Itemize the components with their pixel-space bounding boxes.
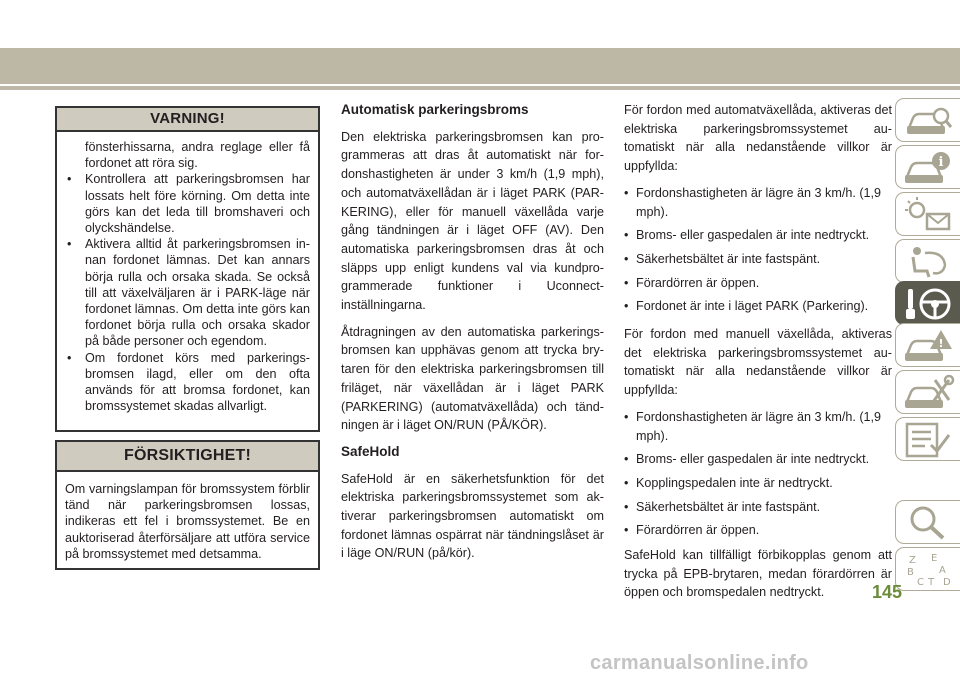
svg-text:!: ! (938, 337, 944, 350)
paragraph: För fordon med automatväxellåda, aktiveras det elektriska parkeringsbromssystemet automatiskt när alla nedanstående villkor är uppfyllda: (624, 103, 892, 174)
warning-item: • Om fordonet körs med parkeringsbromsen ilagd, eller om den ofta används för att bromsa fordonet, kan bromssystemet skadas allvarligt. (65, 350, 310, 415)
caution-box (55, 440, 320, 570)
paragraph: Åtdragningen av den automatiska parkeringsbromsen kan upphävas genom att trycka brytaren för den elektriska parkeringsbromsen till friläget, när växellådan är i läget PARK (PARKERING) (automatväxellåda) och tändningen är i läget ON/RUN (PÅ/KÖR). (341, 324, 604, 433)
alphabet-index-icon (903, 551, 955, 589)
steering-wheel-key-icon (903, 285, 955, 323)
index-letter: B (907, 567, 914, 578)
car-wrench-icon (903, 374, 955, 412)
section-heading-auto-parking-brake: Automatisk parkeringsbroms (341, 102, 529, 117)
caution-title: FÖRSIKTIGHET! (57, 442, 318, 472)
index-letter: D (943, 577, 951, 588)
chapter-tab-getting-to-know[interactable] (895, 98, 960, 142)
list-item: • Fordonshastigheten är lägre än 3 km/h. (1,9 mph). (624, 408, 892, 445)
chapter-tab-servicing[interactable] (895, 370, 960, 414)
paragraph: För fordon med manuell växellåda, aktiveras det elektriska parkeringsbromssystemet automatiskt när alla nedanstående villkor är uppfyllda: (624, 327, 892, 398)
index-letter: Z (909, 555, 916, 566)
watermark: carmanualsonline.info (590, 652, 809, 674)
warning-continued-text: fönsterhissarna, andra reglage eller få fordonet att röra sig. (85, 140, 310, 171)
index-letter: C (917, 577, 924, 588)
airbag-seat-icon (903, 243, 955, 281)
list-item: • Förardörren är öppen. (624, 274, 892, 293)
list-item: • Säkerhetsbältet är inte fastspänt. (624, 498, 892, 517)
chapter-tab-starting-and-operating[interactable] (895, 281, 960, 325)
paragraph: Den elektriska parkeringsbromsen kan programmeras att dras åt automatiskt när fordonshastigheten är under 3 km/h (1,9 mph), och automatväxellådan är i läget PARK (PARKERING), eller för manuell växellåda varje gång tändningen är i läget OFF (AV). Den automatiska parkeringsbromsen dras åt och släpps upp enligt kundens val via kundprogrammerade funktioner i Uconnect-inställningarna. (341, 129, 604, 313)
svg-text:i: i (938, 155, 944, 170)
warning-box (55, 106, 320, 432)
car-info-icon (903, 149, 955, 187)
list-item: • Broms- eller gaspedalen är inte nedtryckt. (624, 226, 892, 245)
list-item: • Kopplingspedalen inte är nedtryckt. (624, 474, 892, 493)
warning-item: • Aktivera alltid åt parkeringsbromsen innan fordonet lämnas. Det kan annars börja rulla och orsaka skada. Se också till att växelväljaren är i PARK-läge när fordonet lämnas. Om detta inte görs kan fordonet börja rulla och orsaka skador på både personer och egendom. (65, 236, 310, 349)
chapter-tab-dashboard[interactable] (895, 145, 960, 189)
lights-message-icon (903, 196, 955, 234)
list-item: • Broms- eller gaspedalen är inte nedtryckt. (624, 450, 892, 469)
right-column (624, 101, 892, 610)
middle-column (341, 101, 604, 571)
index-letter: A (939, 565, 946, 576)
header-rule (0, 86, 960, 90)
chapter-tab-controls[interactable] (895, 192, 960, 236)
index-letter: E (931, 553, 938, 564)
magnifier-icon (903, 504, 955, 542)
header-band (0, 48, 960, 84)
list-item: • Fordonshastigheten är lägre än 3 km/h. (1,9 mph). (624, 184, 892, 221)
list-item: • Fordonet är inte i läget PARK (Parkering). (624, 297, 892, 316)
paragraph: SafeHold är en säkerhetsfunktion för det elektriska parkeringsbromssystemet som aktiverar parkeringsbromsen automatiskt om fordonet lämnas ospärrat när tändningslåset är i läge ON/RUN (på/kör). (341, 471, 604, 561)
section-heading-safehold: SafeHold (341, 443, 400, 459)
chapter-tab-safety[interactable] (895, 239, 960, 283)
page-number: 145 (871, 582, 903, 602)
car-magnifier-icon (903, 102, 955, 140)
chapter-tab-emergency[interactable] (895, 323, 960, 367)
chapter-tab-search[interactable] (895, 500, 960, 544)
warning-title: VARNING! (57, 108, 318, 132)
list-item: • Säkerhetsbältet är inte fastspänt. (624, 250, 892, 269)
index-letter: T (928, 577, 935, 588)
chapter-tab-technical-data[interactable] (895, 417, 960, 461)
list-item: • Förardörren är öppen. (624, 521, 892, 540)
caution-text: Om varningslampan för bromssystem förblir tänd när parkeringsbromsen lossas, indikeras ett fel i bromssystemet. Be en auktoriserad återförsäljare att utföra service på bromssystemet med detsamma. (65, 482, 310, 561)
warning-item: • Kontrollera att parkeringsbromsen har lossats helt före körning. Om detta inte görs kan det leda till bromshaveri och olyckshändelse. (65, 171, 310, 236)
car-warning-triangle-icon (903, 327, 955, 365)
paragraph: SafeHold kan tillfälligt förbikopplas genom att trycka på EPB-brytaren, medan förardörren är öppen och bromspedalen nedtryckt. (624, 548, 892, 600)
checklist-icon (903, 421, 955, 459)
